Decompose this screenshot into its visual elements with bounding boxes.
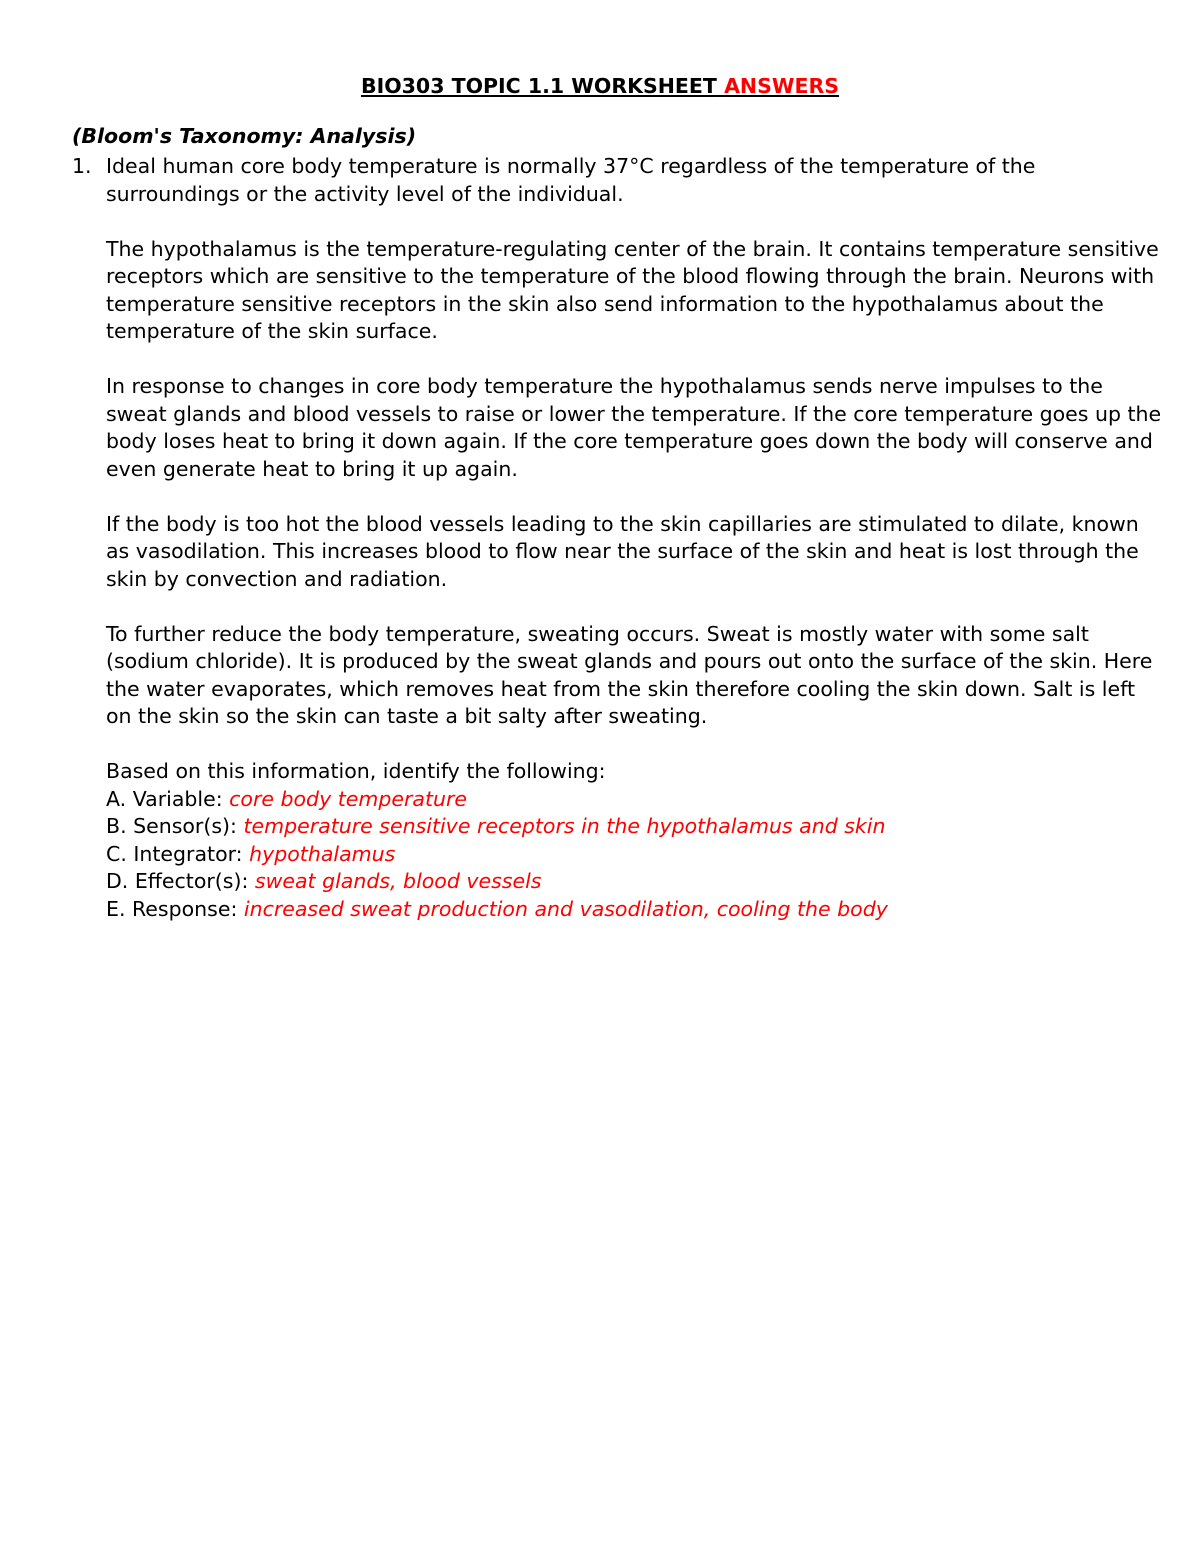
item-label: D. Effector(s): — [106, 869, 255, 893]
item-label: E. Response: — [106, 896, 244, 921]
list-item — [106, 813, 1166, 841]
blooms-taxonomy-label: (Bloom's Taxonomy: Analysis) — [72, 124, 417, 148]
question-body — [106, 153, 1166, 923]
list-item — [106, 786, 1166, 814]
item-answer: sweat glands, blood vessels — [254, 869, 542, 893]
item-label: B. Sensor(s): — [106, 814, 244, 838]
item-label: C. Integrator: — [106, 841, 250, 866]
title-main: BIO303 TOPIC 1.1 WORKSHEET — [360, 74, 717, 98]
item-answer: temperature sensitive receptors in the hypothalamus and skin — [243, 814, 886, 838]
item-answer: increased sweat production and vasodilation, cooling the body — [243, 896, 888, 921]
list-item — [106, 896, 1166, 924]
paragraph-intro: Ideal human core body temperature is normally 37°C regardless of the temperature of the surroundings or the activity level of the individual. — [106, 154, 1036, 206]
identify-prompt: Based on this information, identify the following: — [106, 759, 606, 783]
question-number: 1. — [72, 154, 92, 178]
paragraph-vasodilation: If the body is too hot the blood vessels leading to the skin capillaries are stimulated to dilate, known as vasodilation. This increases blood to flow near the surface of the skin and heat is lost through the skin by convection and radiation. — [106, 511, 1139, 591]
list-item — [106, 868, 1166, 896]
item-label: A. Variable: — [106, 786, 230, 811]
page-title — [0, 72, 1200, 100]
paragraph-response: In response to changes in core body temperature the hypothalamus sends nerve impulses to the sweat glands and blood vessels to raise or lower the temperature. If the core temperature goes up the body loses heat to bring it down again. If the core temperature goes down the body will conserve and even generate heat to bring it up again. — [106, 374, 1162, 481]
item-answer: hypothalamus — [249, 841, 396, 866]
list-item — [106, 841, 1166, 869]
item-answer: core body temperature — [229, 786, 468, 811]
paragraph-sweating: To further reduce the body temperature, sweating occurs. Sweat is mostly water with some salt (sodium chloride). It is produced by the sweat glands and pours out onto the surface of the skin. Here the water evaporates, which removes heat from the skin therefore cooling the skin down. Salt is left on the skin so the skin can taste a bit salty after sweating. — [106, 621, 1153, 728]
paragraph-hypothalamus: The hypothalamus is the temperature-regulating center of the brain. It contains temperature sensitive receptors which are sensitive to the temperature of the blood flowing through the brain. Neurons with temperature sensitive receptors in the skin also send information to the hypothalamus about the temperature of the skin surface. — [106, 236, 1159, 343]
answer-list — [106, 786, 1166, 924]
title-accent: ANSWERS — [724, 74, 840, 98]
